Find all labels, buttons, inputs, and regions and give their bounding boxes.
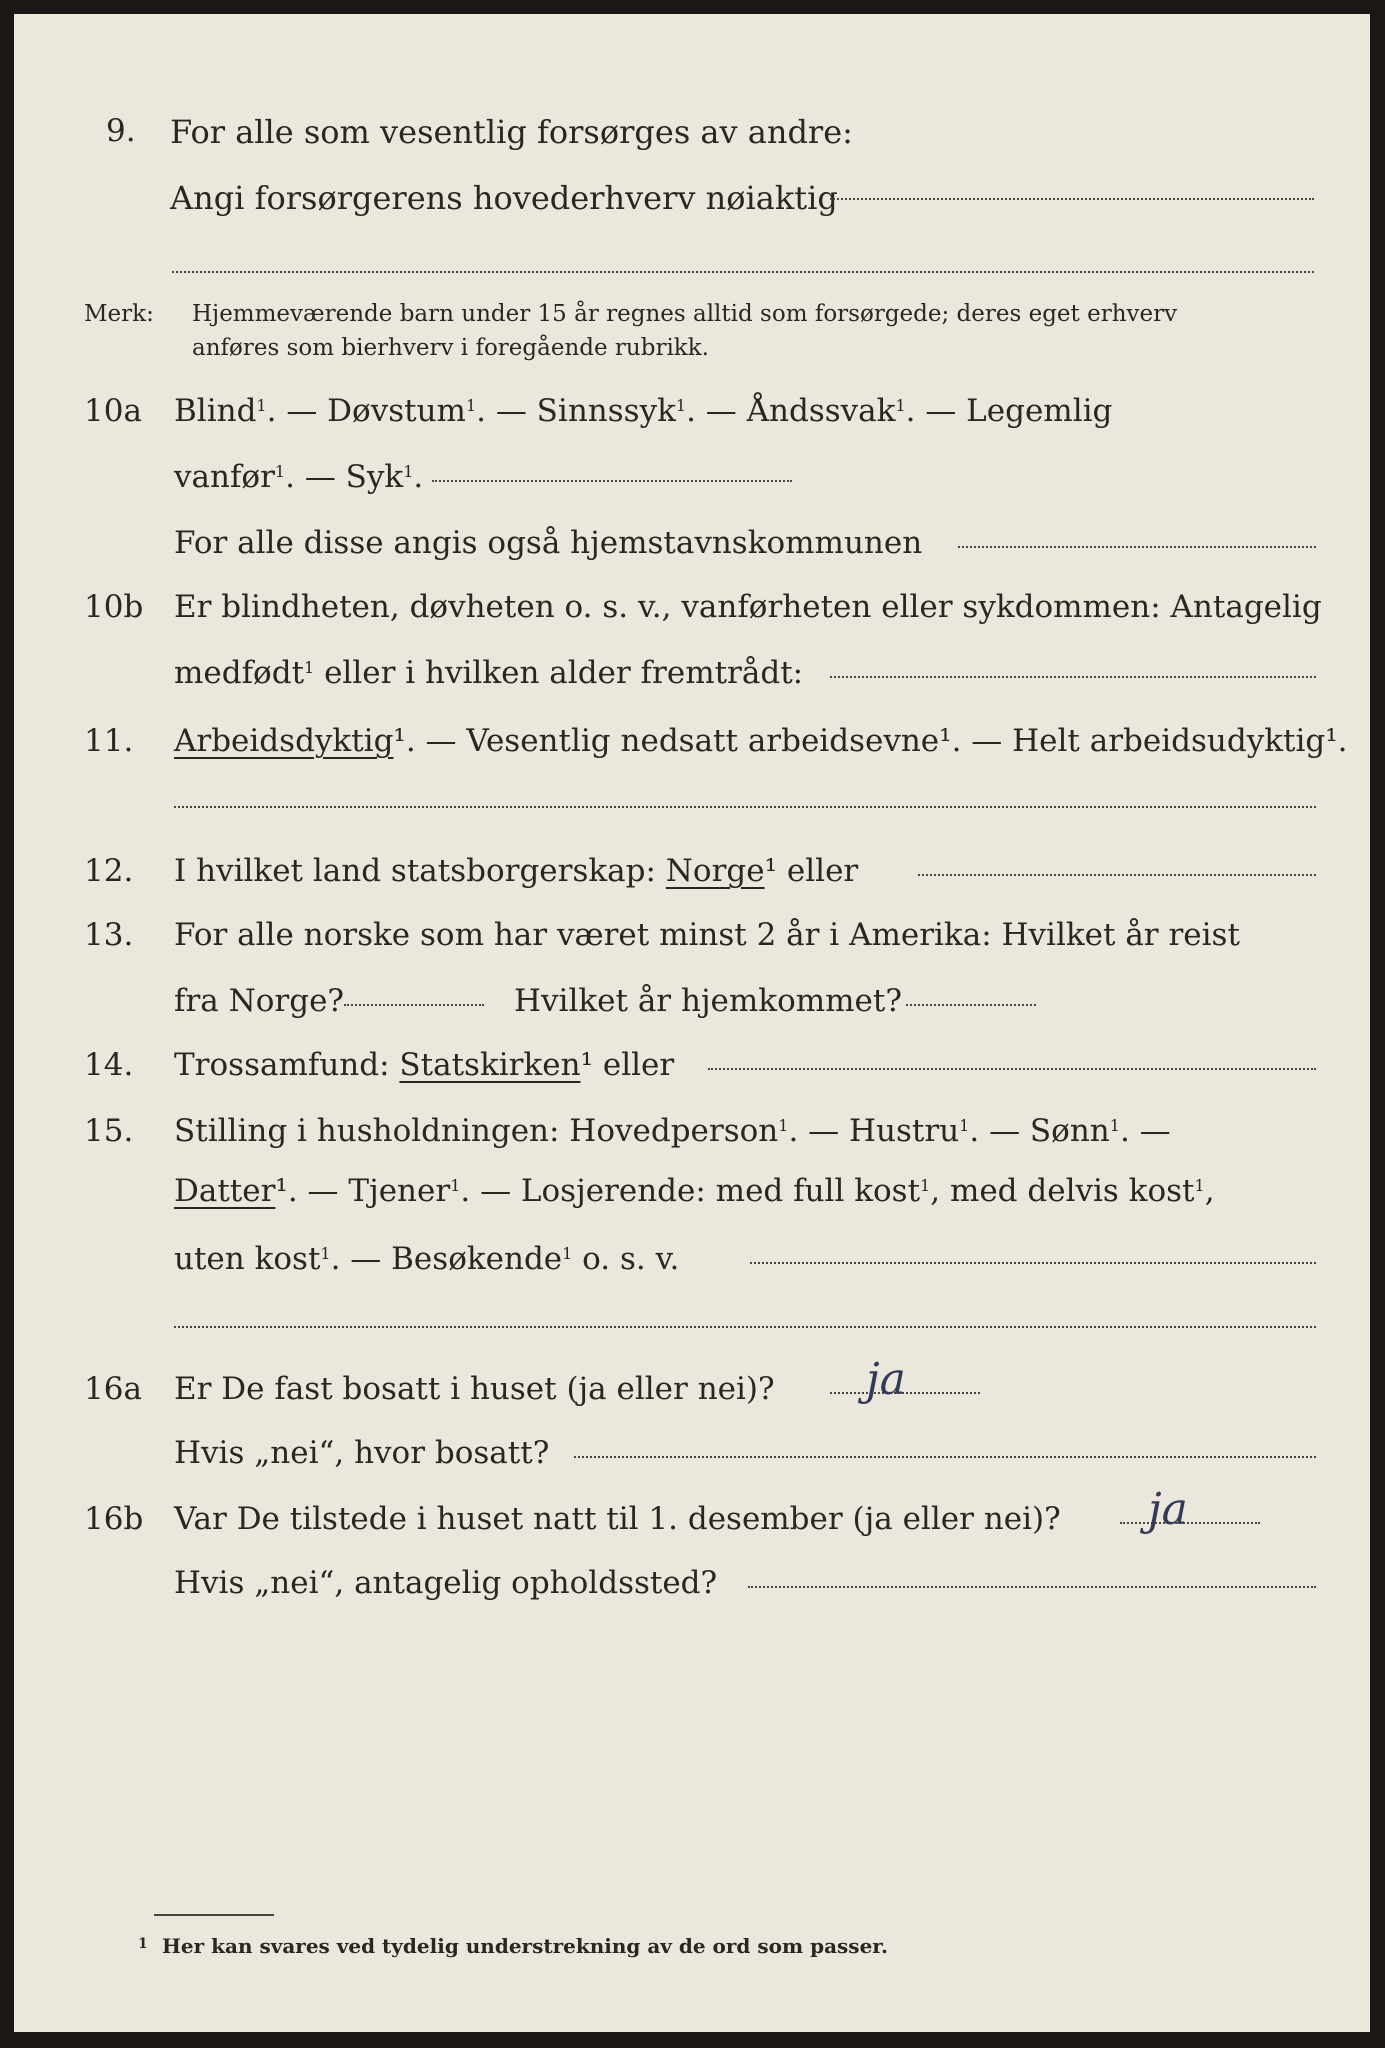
q12-number: 12. (84, 853, 134, 889)
q16b-handwritten-answer: ja (1148, 1484, 1188, 1535)
q12-post: ¹ eller (764, 853, 859, 889)
q10a-hjemstavn-line (958, 546, 1316, 548)
q14-post: ¹ eller (580, 1047, 675, 1083)
q10a-line2: vanfør$^1$. — Syk$^1$. (174, 459, 424, 495)
q16b-answer-line (1120, 1522, 1260, 1524)
q14-answer-line (708, 1068, 1316, 1070)
q10a-number: 10a (84, 393, 142, 429)
q15-number: 15. (84, 1113, 134, 1149)
q10a-line3: For alle disse angis også hjemstavnskommunen (174, 525, 923, 561)
q13-line2b: Hvilket år hjemkommet? (514, 983, 902, 1019)
q16a-line2: Hvis „nei“, hvor bosatt? (174, 1435, 550, 1471)
q13-line1: For alle norske som har været minst 2 år i Amerika: Hvilket år reist (174, 917, 1240, 953)
q11-rest: ¹. — Vesentlig nedsatt arbeidsevne¹. — Helt arbeidsudyktig¹. (393, 723, 1348, 759)
q14-pre: Trossamfund: (174, 1047, 390, 1083)
q12-line (174, 853, 859, 889)
q14-number: 14. (84, 1047, 134, 1083)
q15-line1: Stilling i husholdningen: Hovedperson$^1$. — Hustru$^1$. — Sønn$^1$. — (174, 1113, 1171, 1149)
q13-reist-line (344, 1004, 484, 1006)
q9-answer-line (830, 198, 1314, 200)
q16b-line2: Hvis „nei“, antagelig opholdssted? (174, 1565, 718, 1601)
q13-line2a: fra Norge? (174, 983, 345, 1019)
q15-line2: Datter¹. — Tjener$^1$. — Losjerende: med full kost$^1$, med delvis kost$^1$, (174, 1173, 1215, 1209)
q16b-number: 16b (84, 1501, 144, 1537)
census-form-page (14, 14, 1370, 2032)
q16b-opholdssted-line (748, 1586, 1316, 1588)
footnote-mark: 1 (138, 1936, 148, 1952)
q14-line (174, 1047, 675, 1083)
merk-text2: anføres som bierhverv i foregående rubrikk. (192, 335, 709, 361)
q10b-number: 10b (84, 589, 144, 625)
q10b-answer-line (830, 676, 1316, 678)
q13-number: 13. (84, 917, 134, 953)
q11-answer-line (174, 806, 1316, 808)
q9-line1: For alle som vesentlig forsørges av andre: (170, 113, 853, 151)
q9-line2: Angi forsørgerens hovederhverv nøiaktig (170, 179, 838, 217)
merk-label: Merk: (84, 301, 154, 327)
q14-option-statskirken: Statskirken (399, 1047, 581, 1083)
q10b-line1: Er blindheten, døvheten o. s. v., vanførheten eller sykdommen: Antagelig (174, 589, 1322, 625)
q9-answer-line2 (172, 271, 1314, 273)
q12-option-norge: Norge (665, 853, 765, 889)
q15-answer-line2 (174, 1326, 1316, 1328)
q15-line3: uten kost$^1$. — Besøkende$^1$ o. s. v. (174, 1241, 680, 1277)
q11-line (174, 723, 1348, 759)
q16a-handwritten-answer: ja (866, 1354, 906, 1405)
q15-option-datter: Datter (174, 1173, 276, 1209)
q12-answer-line (918, 874, 1316, 876)
q16b-line1: Var De tilstede i huset natt til 1. desember (ja eller nei)? (174, 1501, 1061, 1537)
q13-hjemkommet-line (906, 1004, 1036, 1006)
merk-text1: Hjemmeværende barn under 15 år regnes alltid som forsørgede; deres eget erhverv (192, 301, 1178, 327)
q10a-answer-line (432, 480, 792, 482)
q9-number: 9. (106, 113, 136, 149)
q10a-line1: Blind$^1$. — Døvstum$^1$. — Sinnssyk$^1$. — Åndssvak$^1$. — Legemlig (174, 393, 1113, 429)
q11-number: 11. (84, 723, 134, 759)
q16a-bosatt-line (574, 1456, 1316, 1458)
q11-option-arbeidsdyktig: Arbeidsdyktig (174, 723, 394, 759)
q12-pre: I hvilket land statsborgerskap: (174, 853, 656, 889)
q16a-number: 16a (84, 1371, 142, 1407)
footnote-rule (154, 1914, 274, 1916)
footnote-text: Her kan svares ved tydelig understrekning av de ord som passer. (162, 1934, 888, 1958)
q15-answer-line (750, 1262, 1316, 1264)
q10b-line2: medfødt$^1$ eller i hvilken alder fremtrådt: (174, 655, 804, 691)
q16a-line1: Er De fast bosatt i huset (ja eller nei)? (174, 1371, 775, 1407)
